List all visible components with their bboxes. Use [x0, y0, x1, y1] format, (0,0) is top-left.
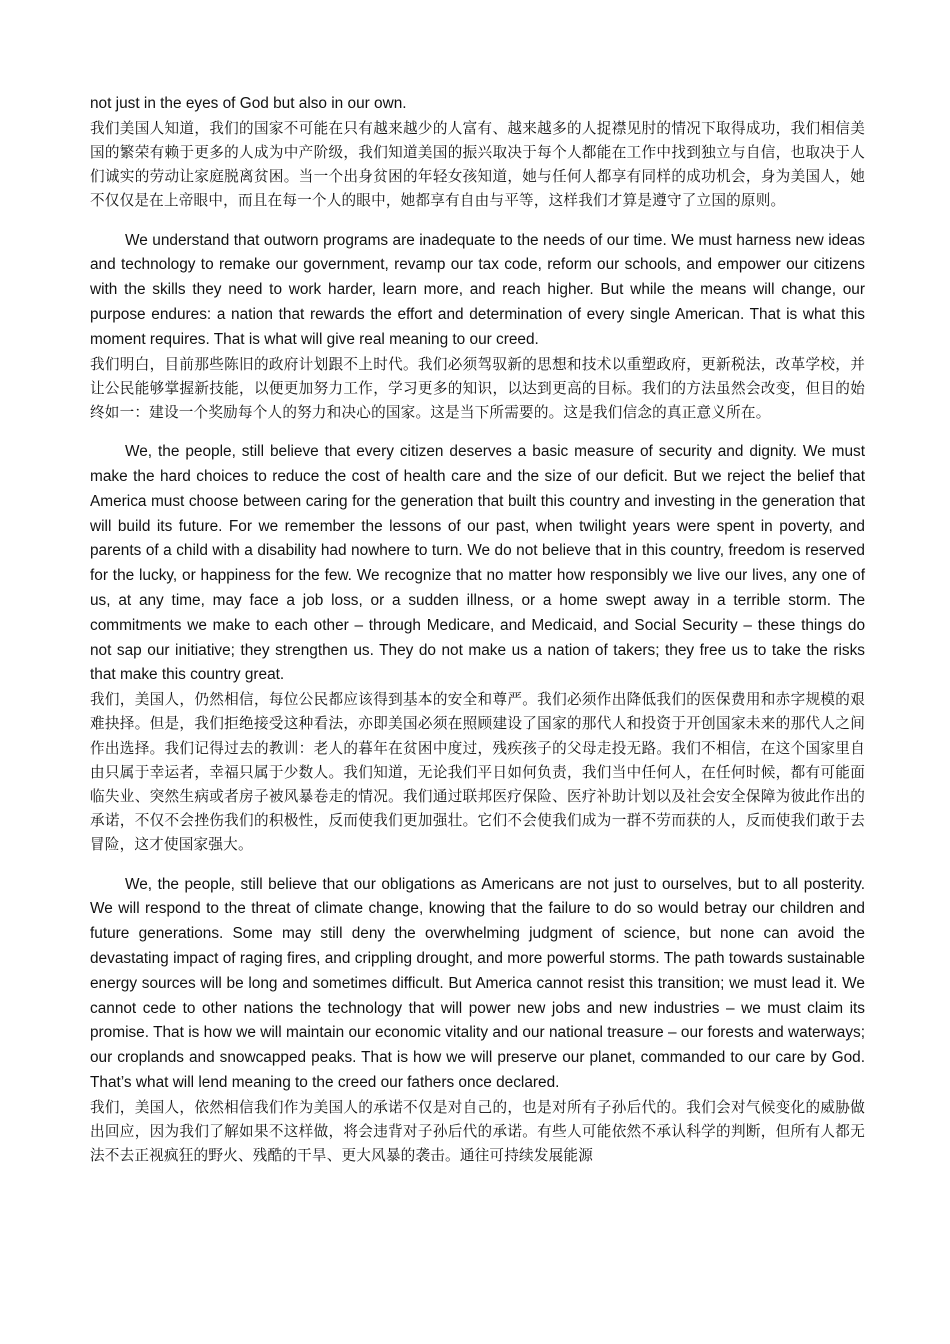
chinese-text: 我们，美国人，仍然相信，每位公民都应该得到基本的安全和尊严。我们必须作出降低我们的医保费用和赤字规模的艰难抉择。但是，我们拒绝接受这种看法，亦即美国必须在照顾建设了国家的那代人和投资于开创国家未来的那代人之间作出选择。我们记得过去的教训：老人的暮年在贫困中度过，残疾孩子的父母走投无路。我们不相信，在这个国家里自由只属于幸运者，幸福只属于少数人。我们知道，无论我们平日如何负责，我们当中任何人，在任何时候，都有可能面临失业、突然生病或者房子被风暴卷走的情况。我们通过联邦医疗保险、医疗补助计划以及社会安全保障为彼此作出的承诺，不仅不会挫伤我们的积极性，反而使我们更加强壮。它们不会使我们成为一群不劳而获的人，反而使我们敢于去冒险，这才使国家强大。 — [90, 691, 865, 854]
english-text: not just in the eyes of God but also in our own. — [90, 95, 407, 112]
paragraph-block-4 — [90, 873, 865, 1169]
english-text: We, the people, still believe that our obligations as Americans are not just to ourselves, but to all posterity. We will respond to the threat of climate change, knowing that the failure to do so would betray our children and future generations. Some may still deny the overwhelming judgment of science, but none can avoid the devastating impact of raging fires, and crippling drought, and more powerful storms. The path towards sustainable energy sources will be long and sometimes difficult. But America cannot resist this transition; we must lead it. We cannot cede to other nations the technology that will power new jobs and new industries – we must claim its promise. That is how we will maintain our economic vitality and our national treasure – our forests and waterways; our croplands and snowcapped peaks. That is how we will preserve our planet, commanded to our care by God. That’s what will lend meaning to the creed our fathers once declared. — [90, 875, 865, 1091]
chinese-text: 我们明白，目前那些陈旧的政府计划跟不上时代。我们必须驾驭新的思想和技术以重塑政府，更新税法，改革学校，并让公民能够掌握新技能，以便更加努力工作，学习更多的知识，以达到更高的目标。我们的方法虽然会改变，但目的始终如一：建设一个奖励每个人的努力和决心的国家。这是当下所需要的。这是我们信念的真正意义所在。 — [90, 355, 865, 421]
english-text: We understand that outworn programs are inadequate to the needs of our time. We must harness new ideas and technology to remake our government, revamp our tax code, reform our schools, and empower our citizens with the skills they need to work harder, learn more, and reach higher. But while the means will change, our purpose endures: a nation that rewards the effort and determination of every single American. That is what this moment requires. That is what will give real meaning to our creed. — [90, 231, 865, 348]
paragraph-block-3 — [90, 440, 865, 857]
document-page — [90, 92, 865, 1183]
chinese-text: 我们，美国人，依然相信我们作为美国人的承诺不仅是对自己的，也是对所有子孙后代的。我们会对气候变化的威胁做出回应，因为我们了解如果不这样做，将会违背对子孙后代的承诺。有些人可能依然不承认科学的判断，但所有人都无法不去正视疯狂的野火、残酷的干旱、更大风暴的袭击。通往可持续发展能源 — [90, 1098, 865, 1165]
chinese-text: 我们美国人知道，我们的国家不可能在只有越来越少的人富有、越来越多的人捉襟见肘的情况下取得成功，我们相信美国的繁荣有赖于更多的人成为中产阶级，我们知道美国的振兴取决于每个人都能在工作中找到独立与自信，也取决于人们诚实的劳动让家庭脱离贫困。当一个出身贫困的年轻女孩知道，她与任何人都享有同样的成功机会，身为美国人，她不仅仅是在上帝眼中，而且在每一个人的眼中，她都享有自由与平等，这样我们才算是遵守了立国的原则。 — [90, 119, 865, 210]
paragraph-block-1 — [90, 92, 865, 214]
paragraph-block-2 — [90, 229, 865, 426]
english-text: We, the people, still believe that every citizen deserves a basic measure of security and dignity. We must make the hard choices to reduce the cost of health care and the size of our deficit. But we reject the belief that America must choose between caring for the generation that built this country and investing in the generation that will build its future. For we remember the lessons of our past, when twilight years were spent in poverty, and parents of a child with a disability had nowhere to turn. We do not believe that in this country, freedom is reserved for the lucky, or happiness for the few. We recognize that no matter how responsibly we live our lives, any one of us, at any time, may face a job loss, or a sudden illness, or a home swept away in a terrible storm. The commitments we make to each other – through Medicare, and Medicaid, and Social Security – these things do not sap our initiative; they strengthen us. They do not make us a nation of takers; they free us to take the risks that make this country great. — [90, 443, 865, 684]
